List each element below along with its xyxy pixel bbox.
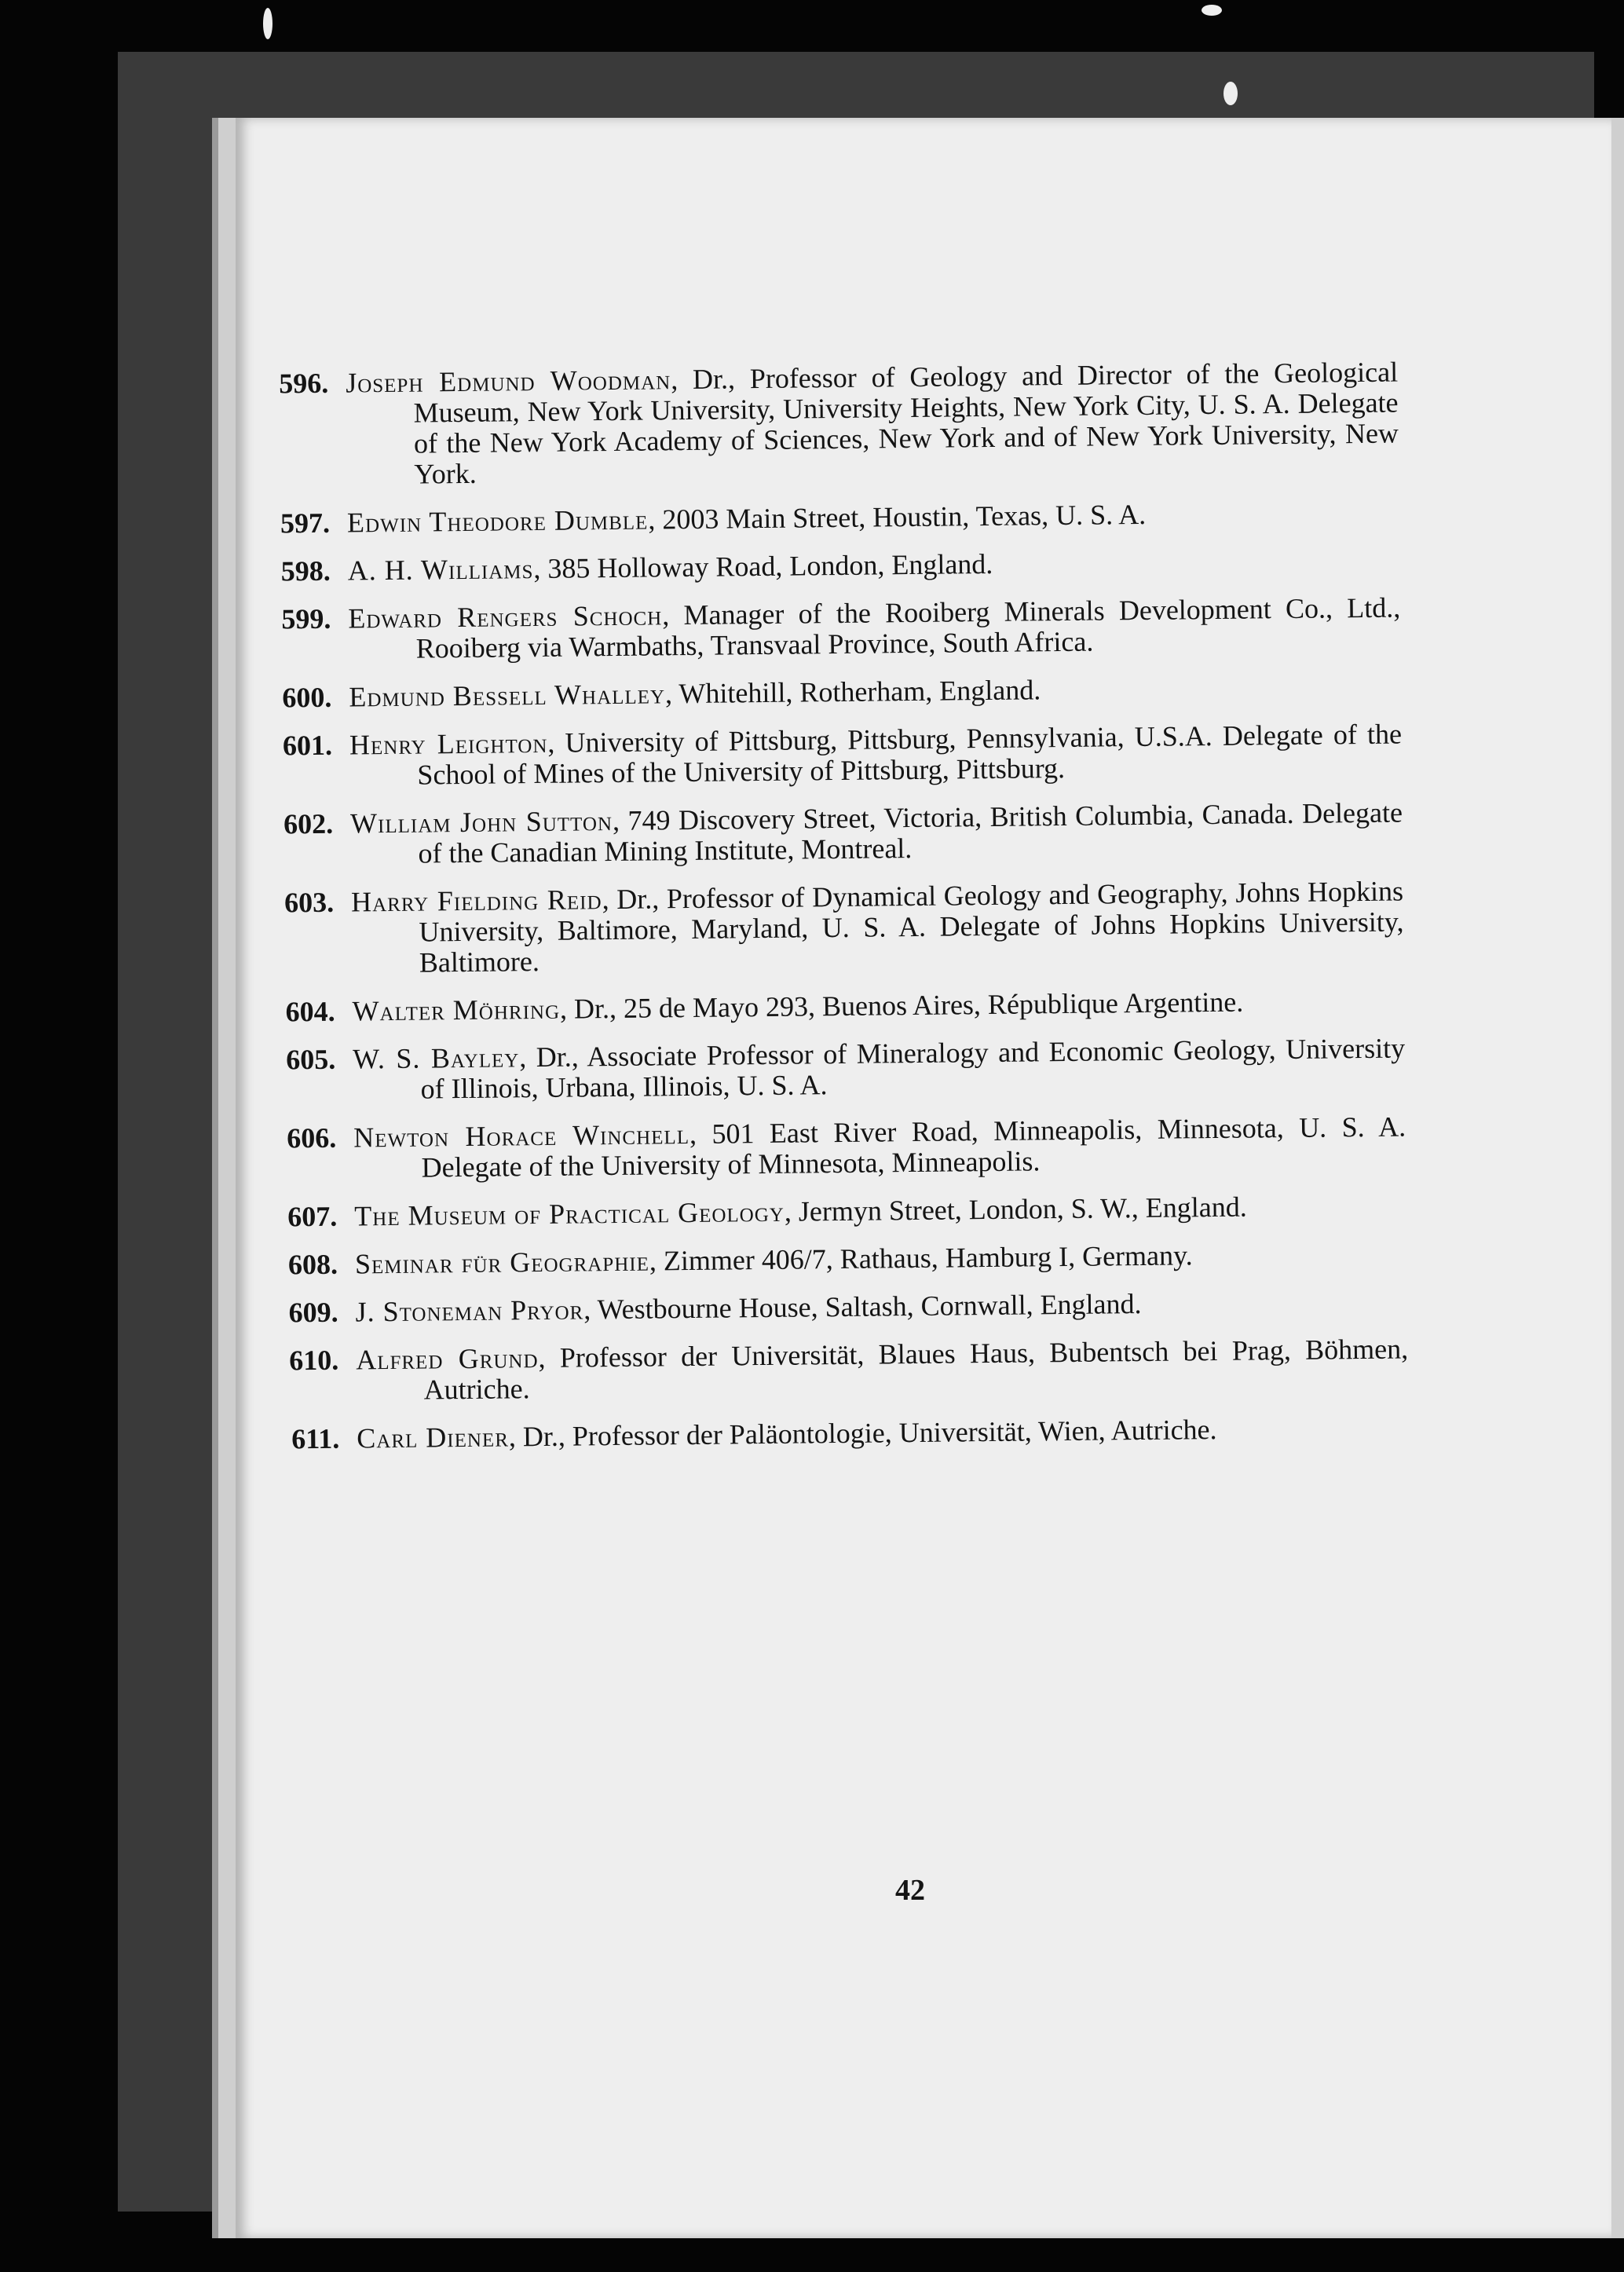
entry-name: Henry Leighton (349, 726, 548, 761)
entry-number: 605. (286, 1043, 336, 1076)
entry-details: , Manager of the Rooiberg Minerals Development Co., Ltd., Rooiberg via Warmbaths, Transvaal Province, South Africa. (415, 591, 1401, 664)
entry-number: 598. (280, 554, 331, 587)
entry-details: , Dr., Associate Professor of Mineralogy and Economic Geology, University of Illinois, Urbana, Illinois, U. S. A. (420, 1032, 1406, 1105)
entry-number: 596. (278, 367, 329, 400)
entry-number: 601. (282, 729, 333, 762)
page-number: 42 (895, 1874, 925, 1907)
entry-number: 609. (288, 1296, 338, 1329)
entry-number: 608. (287, 1248, 338, 1281)
entry-name: Edwin Theodore Dumble (346, 503, 649, 539)
list-item (238, 544, 1400, 587)
entry-name: Newton Horace Winchell (353, 1118, 690, 1154)
entry-name: Joseph Edmund Woodman (345, 364, 671, 399)
entry-details: , 385 Holloway Road, London, England. (533, 547, 993, 585)
entry-name: Harry Fielding Reid (350, 884, 602, 918)
entry-number: 611. (291, 1422, 340, 1455)
entry-number: 603. (283, 886, 335, 919)
list-item (243, 1111, 1406, 1184)
list-item (238, 592, 1401, 665)
entry-details: , Whitehill, Rotherham, England. (664, 674, 1041, 710)
entry-number: 597. (280, 507, 331, 540)
list-item (240, 797, 1403, 870)
entry-name: Carl Diener (357, 1421, 510, 1454)
list-item (239, 671, 1401, 713)
entry-details: , Westbourne House, Saltash, Cornwall, England. (583, 1287, 1142, 1326)
entry-name: The Museum of Practical Geology (354, 1195, 785, 1232)
entry-number: 604. (285, 995, 335, 1028)
entry-name: A. H. Williams (347, 553, 534, 587)
entry-number: 599. (281, 602, 331, 635)
entry-name: William John Sutton (349, 805, 613, 840)
entry-details: , Zimmer 406/7, Rathaus, Hamburg I, Germany. (649, 1239, 1193, 1277)
list-item (237, 496, 1399, 539)
entry-number: 600. (282, 681, 332, 714)
list-item (247, 1412, 1409, 1454)
list-item (240, 719, 1403, 792)
entry-number: 610. (289, 1344, 339, 1377)
entry-number: 606. (287, 1121, 337, 1154)
list-item (245, 1238, 1407, 1280)
entry-details: , Dr., Professor der Paläontologie, Universität, Wien, Autriche. (508, 1413, 1217, 1453)
scan-speck (263, 8, 272, 39)
entry-number: 602. (283, 807, 334, 840)
entry-name: Edmund Bessell Whalley (349, 678, 666, 713)
scan-speck (1223, 82, 1238, 105)
entry-details: , 2003 Main Street, Houstin, Texas, U. S. A. (648, 498, 1147, 536)
entry-details: , 749 Discovery Street, Victoria, British Columbia, Canada. Delegate of the Canadian Mining Institute, Montreal. (418, 796, 1403, 869)
list-item (236, 357, 1399, 492)
list-item (245, 1286, 1407, 1328)
entry-name: J. Stoneman Pryor (355, 1293, 584, 1328)
entry-details: , Jermyn Street, London, S. W., England. (784, 1191, 1247, 1227)
entry-details: , Dr., Professor of Geology and Director of the Geological Museum, New York University, University Heights, New York City, U. S. A. Delegate of the New York Academy of Sciences, New York and of New York University, New York. (413, 356, 1399, 490)
list-item (246, 1334, 1409, 1407)
entry-details: , Dr., 25 de Mayo 293, Buenos Aires, République Argentine. (559, 986, 1244, 1025)
list-item (243, 1033, 1406, 1106)
entry-details: , University of Pittsburg, Pittsburg, Pennsylvania, U.S.A. Delegate of the School of Mines of the University of Pittsburg, Pittsburg. (417, 718, 1403, 791)
list-item (242, 985, 1404, 1027)
entry-details: , Dr., Professor of Dynamical Geology and Geography, Johns Hopkins University, Baltimore, Maryland, U. S. A. Delegate of Johns Hopkins University, Baltimore. (419, 875, 1404, 979)
list-item (241, 876, 1404, 979)
entry-name: Walter Möhring (352, 993, 561, 1027)
entry-name: Seminar für Geographie (354, 1245, 650, 1280)
entry-details: , 501 East River Road, Minneapolis, Minnesota, U. S. A. Delegate of the University of Minnesota, Minneapolis. (421, 1110, 1406, 1184)
entry-details: , Professor der Universität, Blaues Haus, Bubentsch bei Prag, Böhmen, Autriche. (423, 1333, 1409, 1406)
entry-name: W. S. Bayley (352, 1041, 520, 1075)
register-entries (236, 357, 1410, 1473)
entry-name: Alfred Grund (356, 1342, 539, 1376)
scan-speck (1202, 5, 1222, 16)
entry-number: 607. (287, 1200, 338, 1233)
list-item (244, 1190, 1406, 1232)
entry-name: Edward Rengers Schoch (348, 599, 663, 635)
